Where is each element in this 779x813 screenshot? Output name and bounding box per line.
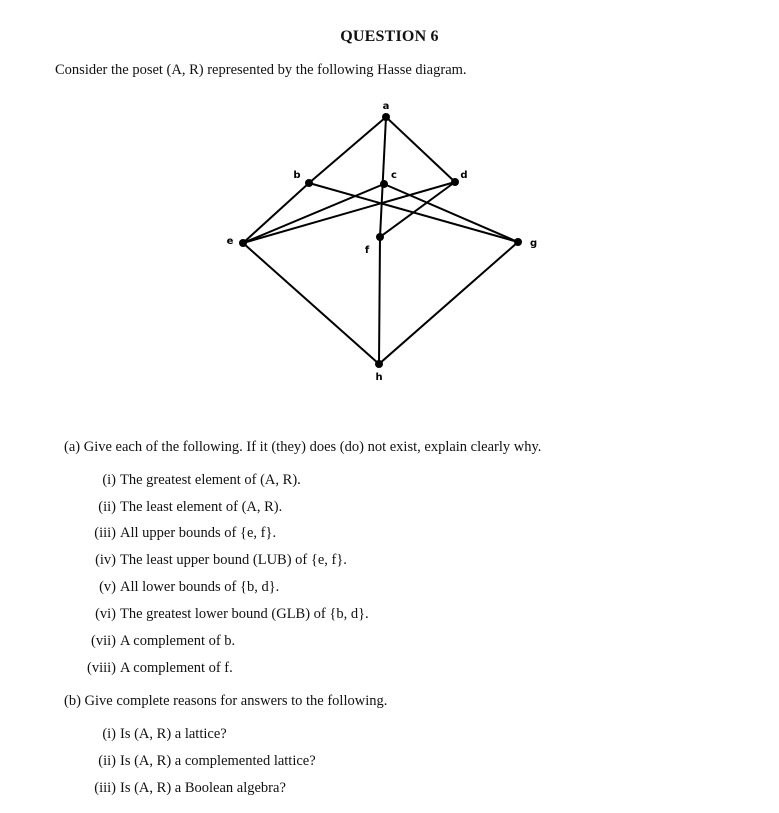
edge-c-g: [384, 184, 518, 242]
part-a-item-number: (vi): [95, 606, 116, 622]
part-b-item-text: Is (A, R) a lattice?: [120, 726, 227, 742]
part-b-item-number: (ii): [98, 753, 116, 769]
part-a-item-number: (ii): [98, 499, 116, 515]
part-a-item: [80, 552, 347, 569]
part-b-item-text: Is (A, R) a Boolean algebra?: [120, 780, 286, 796]
part-b-heading: [64, 693, 387, 710]
part-b-item-number: (iii): [94, 780, 116, 796]
node-label-d: d: [460, 170, 468, 181]
part-a-label: (a): [64, 439, 81, 455]
part-a-item-text: All upper bounds of {e, f}.: [120, 525, 277, 541]
part-b-item: [80, 780, 286, 797]
part-a-item: [80, 579, 279, 596]
node-label-f: f: [364, 245, 370, 256]
node-label-h: h: [375, 372, 383, 383]
part-a-item: [80, 525, 276, 542]
edge-a-b: [309, 117, 386, 183]
part-a-item-text: The least element of (A, R).: [120, 499, 283, 515]
part-a-item-number: (iii): [94, 525, 116, 541]
part-b-item-number: (i): [102, 726, 116, 742]
part-b-item-text: Is (A, R) a complemented lattice?: [120, 753, 316, 769]
node-d: [451, 178, 459, 186]
node-b: [305, 179, 313, 187]
node-label-a: a: [382, 101, 390, 112]
node-label-c: c: [391, 170, 397, 181]
part-a-item-text: The greatest lower bound (GLB) of {b, d}.: [120, 606, 369, 622]
part-a-item-number: (iv): [95, 552, 116, 568]
node-g: [514, 238, 522, 246]
part-a-item-number: (vii): [91, 633, 116, 649]
edge-c-e: [243, 184, 384, 243]
part-a-item-text: The least upper bound (LUB) of {e, f}.: [120, 552, 347, 568]
part-b-item: [80, 726, 227, 743]
part-a-item: [80, 633, 235, 650]
part-a-item: [80, 606, 369, 623]
part-a-text: Give each of the following. If it (they) does (do) not exist, explain clearly why.: [83, 439, 542, 455]
node-h: [375, 360, 383, 368]
intro-text: Consider the poset (A, R) represented by the following Hasse diagram.: [55, 62, 467, 78]
part-a-item-text: A complement of b.: [120, 633, 236, 649]
part-a-item-text: A complement of f.: [120, 660, 233, 676]
edge-e-h: [243, 243, 379, 364]
part-a-item: [80, 472, 301, 489]
node-label-g: g: [530, 238, 538, 249]
node-label-e: e: [226, 236, 234, 247]
part-a-heading: [64, 439, 541, 456]
part-a-item-number: (i): [102, 472, 116, 488]
node-label-b: b: [293, 170, 301, 181]
part-b-item: [80, 753, 316, 770]
edge-f-h: [379, 237, 380, 364]
node-c: [380, 180, 388, 188]
node-e: [239, 239, 247, 247]
part-a-item-text: The greatest element of (A, R).: [120, 472, 301, 488]
part-a-item: [80, 499, 282, 516]
node-f: [376, 233, 384, 241]
edge-g-h: [379, 242, 518, 364]
edge-d-e: [243, 182, 455, 243]
part-b-text: Give complete reasons for answers to the following.: [84, 693, 388, 709]
question-title: QUESTION 6: [340, 28, 439, 45]
part-a-item: [80, 660, 233, 677]
node-a: [382, 113, 390, 121]
part-b-label: (b): [64, 693, 81, 709]
edge-a-f: [380, 117, 386, 237]
part-a-item-number: (viii): [87, 660, 116, 676]
part-a-item-text: All lower bounds of {b, d}.: [120, 579, 280, 595]
part-a-item-number: (v): [99, 579, 116, 595]
